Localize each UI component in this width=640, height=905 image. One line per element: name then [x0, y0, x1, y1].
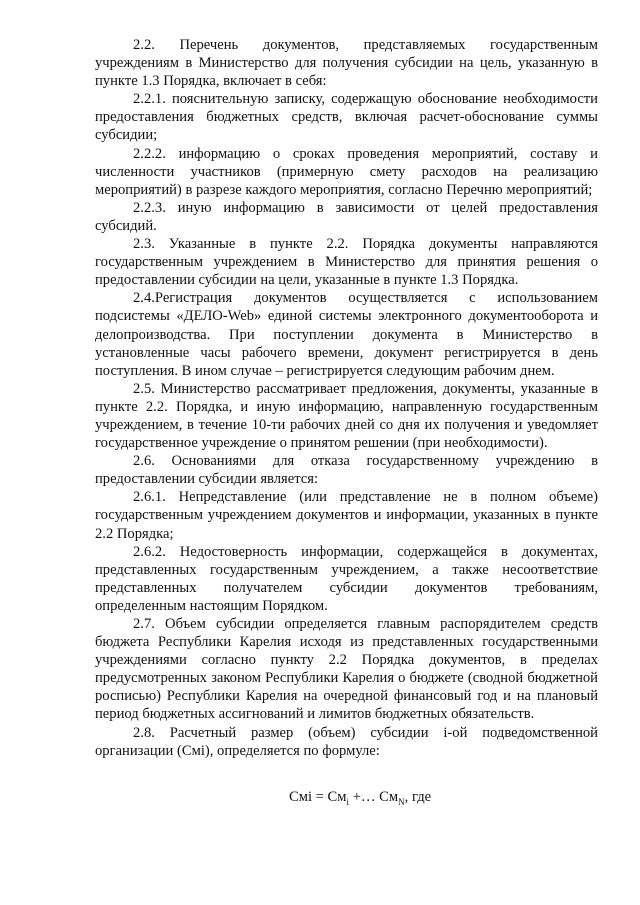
paragraph-2-2: 2.2. Перечень документов, представляемых государственным учреждениям в Министерство для получения субсидии на цель, указанную в пункте 1.3 Порядка, включает в себя:: [95, 37, 598, 90]
paragraph-2-8: 2.8. Расчетный размер (объем) субсидии i-ой подведомственной организации (Смi), определяется по формуле:: [95, 724, 598, 759]
paragraph-2-4: 2.4.Регистрация документов осуществляется с использованием подсистемы «ДЕЛО-Web» единой системы электронного документооборота и делопроизводства. При поступлении документа в Министерство в установленные часы рабочего времени, документ регистрируется в день поступления. В ином случае – регистрируется следующим рабочим днем.: [95, 290, 598, 379]
formula-tail: , где: [404, 788, 432, 805]
paragraph-2-6-2: 2.6.2. Недостоверность информации, содержащейся в документах, представленных государственным учреждением, а также несоответствие представленных получателем субсидии документов требованиям, определенным настоящим Порядком.: [95, 543, 598, 614]
paragraph-2-2-2: 2.2.2. информацию о сроках проведения мероприятий, составу и численности участников (примерную смету расходов на реализацию мероприятий) в разрезе каждого мероприятия, согласно Перечню мероприятий;: [95, 145, 598, 198]
paragraph-2-3: 2.3. Указанные в пункте 2.2. Порядка документы направляются государственным учреждением в Министерство для принятия решения о предоставлении субсидии на цели, указанные в пункте 1.3 Порядка.: [95, 236, 598, 289]
formula-lhs: Смi = См: [289, 788, 347, 805]
formula-subscript-i: i: [346, 796, 350, 807]
formula-subscript-n: N: [398, 796, 405, 807]
paragraph-2-6-1: 2.6.1. Непредставление (или представление не в полном объеме) государственным учреждением документов и информации, указанных в пункте 2.2 Порядка;: [95, 489, 598, 542]
paragraph-2-5: 2.5. Министерство рассматривает предложения, документы, указанные в пункте 2.2. Порядка, и иную информацию, направленную государственным учреждением, в течение 10-ти рабочих дней со дня их получения и уведомляет государственное учреждение о принятом решении (при необходимости).: [95, 380, 598, 452]
paragraph-2-7: 2.7. Объем субсидии определяется главным распорядителем средств бюджета Республики Карелия исходя из представленных государственными учреждениями согласно пункту 2.2 Порядка документов, в пределах предусмотренных законом Республики Карелия о бюджете (сводной бюджетной росписью) Республики Карелия на очередной финансовый год и на плановый период бюджетных ассигнований и лимитов бюджетных обязательств.: [95, 616, 598, 723]
paragraph-2-2-3: 2.2.3. иную информацию в зависимости от целей предоставления субсидий.: [95, 199, 598, 234]
paragraph-2-6: 2.6. Основаниями для отказа государственному учреждению в предоставлении субсидии является:: [95, 453, 598, 488]
document-page: [95, 36, 598, 806]
paragraph-2-2-1: 2.2.1. пояснительную записку, содержащую обоснование необходимости предоставления бюджетных средств, включая расчет-обоснование суммы субсидии;: [95, 91, 598, 144]
subsidy-formula: [95, 788, 598, 806]
formula-middle: +… См: [349, 788, 399, 805]
